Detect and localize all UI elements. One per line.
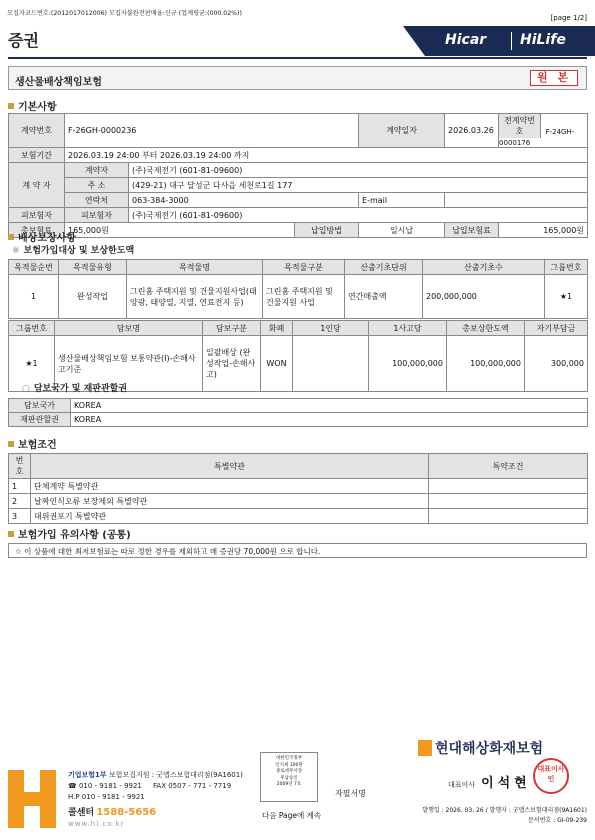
section-coverage: 배상보장사항	[8, 229, 76, 244]
target-category: 그린홈 주택지원 및 건물지원 사업	[263, 275, 345, 319]
signature-label: 자필서명	[335, 789, 366, 798]
agent-fax: FAX 0507 - 771 - 7719	[153, 782, 232, 790]
total-premium: 165,000원	[65, 223, 295, 238]
company-name: 현대해상화재보험	[435, 741, 544, 757]
address-label: 주 소	[65, 178, 129, 193]
callcenter-number: 1588-5656	[96, 807, 157, 818]
contract-date: 2026.03.26	[445, 114, 499, 148]
coverage-header: 1인당	[293, 321, 369, 336]
section-notice: 보험가입 유의사항 (공통)	[8, 526, 131, 541]
coverage-header: 총보상한도액	[447, 321, 525, 336]
jurisdiction-table	[8, 398, 588, 427]
star-mark-icon: ※	[12, 246, 20, 256]
top-info-line: 모집자코드번호:(2012017012006) 모집자불완전판매율:신규 (업계평균:(000.02%))	[7, 10, 242, 17]
condition-terms	[429, 509, 588, 524]
target-group: ★1	[545, 275, 588, 319]
coverage-deductible: 300,000	[525, 336, 588, 392]
callcenter-label: 콜센터	[68, 808, 95, 818]
prev-contract-no: F-24GH-0000176	[499, 128, 575, 147]
coverage-header: 담보구분	[203, 321, 261, 336]
targets-header: 목적물순번	[9, 260, 59, 275]
targets-header: 목적물구분	[263, 260, 345, 275]
doc-number: 문서번호 : GI-09-239	[528, 817, 587, 824]
target-base-count: 200,000,000	[423, 275, 545, 319]
header-rule	[8, 57, 587, 59]
coverage-header: 담보명	[55, 321, 203, 336]
conditions-header: 번호	[9, 454, 31, 479]
targets-header: 목적물명	[127, 260, 263, 275]
coverage-currency: WON	[261, 336, 293, 392]
targets-table	[8, 259, 588, 319]
period-label: 보험기간	[9, 148, 65, 163]
total-premium-label: 총보험료	[9, 223, 65, 238]
page-number: [page 1/2]	[550, 14, 587, 22]
target-unit: 연간매출액	[345, 275, 423, 319]
coverage-name: 생산물배상책임보험 보통약관(Ⅰ)-손해사고기준	[55, 336, 203, 392]
conditions-header: 특약조건	[429, 454, 588, 479]
targets-header: 그룹번호	[545, 260, 588, 275]
condition-name: 단체계약 특별약관	[31, 479, 429, 494]
condition-no: 1	[9, 479, 31, 494]
coverage-total-limit: 100,000,000	[447, 336, 525, 392]
holder-name: (주)국제전기 (601-81-09600)	[129, 163, 588, 178]
agent-hp: H.P 010 - 9181 - 9921	[68, 793, 145, 801]
phone-label: 연락처	[65, 193, 129, 208]
issue-info	[422, 806, 587, 826]
condition-no: 2	[9, 494, 31, 509]
coverage-group: ★1	[9, 336, 55, 392]
country-label: 담보국가	[9, 399, 71, 413]
section-conditions: 보험조건	[8, 436, 57, 451]
paid-premium: 165,000원	[499, 223, 588, 238]
brand-hilife: HiLife	[520, 32, 566, 48]
policyholder-label: 계 약 자	[9, 163, 65, 208]
condition-terms	[429, 479, 588, 494]
subsection-jurisdiction: ○ 담보국가 및 재판관할권	[22, 384, 128, 394]
brand-banner	[425, 26, 595, 56]
brand-hicar: Hicar	[445, 32, 487, 48]
ring-mark-icon: ○	[22, 384, 30, 394]
conditions-header: 특별약관	[31, 454, 429, 479]
bullet-square-icon	[8, 234, 14, 240]
address: (429-21) 대구 달성군 다사읍 세천로1길 177	[129, 178, 588, 193]
hyundai-h-icon	[418, 740, 432, 756]
next-page-note: 다음 Page에 계속	[262, 811, 322, 820]
insured-sub-label: 피보험자	[65, 208, 129, 223]
holder-name-label: 계약자	[65, 163, 129, 178]
target-type: 완성작업	[59, 275, 127, 319]
payment-method: 일시납	[359, 223, 445, 238]
prev-contract-label: 전계약번호	[499, 114, 541, 138]
bullet-square-icon	[8, 103, 14, 109]
dept-name: 기업보험1부	[68, 771, 107, 779]
basic-info-table	[8, 113, 588, 238]
court-label: 재판관할권	[9, 413, 71, 427]
coverage-per-person	[293, 336, 369, 392]
ceo-label: 대표이사	[448, 781, 476, 789]
revenue-stamp-seal: 대한민국정부 인지세 100원 종로세무서장 후납승인 2009년 7호	[260, 752, 318, 802]
conditions-table	[8, 453, 588, 524]
bullet-square-icon	[8, 441, 14, 447]
court: KOREA	[71, 413, 588, 427]
ceo-line	[448, 772, 531, 791]
ceo-name: 이석현	[481, 776, 531, 791]
subsection-targets: ※ 보험가입대상 및 보상한도액	[12, 246, 135, 256]
condition-name: 대위권포기 특별약관	[31, 509, 429, 524]
condition-name: 날짜인식오류 보장제외 특별약관	[31, 494, 429, 509]
country: KOREA	[71, 399, 588, 413]
table-row	[9, 494, 588, 509]
original-badge: 원 본	[530, 70, 578, 86]
targets-header: 목적물유형	[59, 260, 127, 275]
prev-contract-cell	[499, 114, 588, 148]
bullet-square-icon	[8, 531, 14, 537]
table-row	[9, 509, 588, 524]
target-seq: 1	[9, 275, 59, 319]
coverage-header: 화폐	[261, 321, 293, 336]
email-label: E-mail	[359, 193, 445, 208]
target-name: 그린홈 주택지원 및 건물지원사업(태양광, 태양열, 지열, 연료전지 등)	[127, 275, 263, 319]
targets-header: 산출기초단위	[345, 260, 423, 275]
hyundai-h-logo	[8, 770, 58, 828]
contract-no-label: 계약번호	[9, 114, 65, 148]
coverage-per-accident: 100,000,000	[369, 336, 447, 392]
ceo-seal-stamp: 대표이사인	[533, 758, 569, 794]
brand-divider	[511, 32, 512, 50]
coverage-kind: 일괄배상 (완성작업-손해사고)	[203, 336, 261, 392]
website: www.hi.co.kr	[68, 820, 125, 828]
contract-no: F-26GH-0000236	[65, 114, 359, 148]
agent-name: 보험모집지원 : 굿맵스보험대리점(9A1601)	[108, 771, 243, 779]
notice-text: ☆ 이 상품에 대한 최저보험료는 따로 정한 경우를 제외하고 매 증권당 70,000원 으로 합니다.	[8, 543, 587, 558]
coverage-header: 그룹번호	[9, 321, 55, 336]
payment-method-label: 납입방법	[295, 223, 359, 238]
paid-premium-label: 납입보험료	[445, 223, 499, 238]
company-logo	[418, 738, 543, 758]
table-row	[9, 275, 588, 319]
agent-info	[68, 770, 243, 830]
section-basic: 기본사항	[8, 98, 57, 113]
insured-label: 피보험자	[9, 208, 65, 223]
condition-no: 3	[9, 509, 31, 524]
page-title: 증권	[8, 31, 39, 50]
table-row	[9, 479, 588, 494]
issue-line: 발행일 : 2026. 03. 26 / 발행자 : 굿맵스보험대리점(9A1601)	[422, 807, 587, 814]
email	[445, 193, 588, 208]
agent-tel: ☎ 010 - 9181 - 9921	[68, 782, 142, 790]
coverage-header: 자기부담금	[525, 321, 588, 336]
phone: 063-384-3000	[129, 193, 359, 208]
contract-date-label: 계약일자	[359, 114, 445, 148]
product-name: 생산물배상책임보험	[15, 77, 102, 88]
insurance-period: 2026.03.19 24:00 부터 2026.03.19 24:00 까지	[65, 148, 588, 163]
coverage-header: 1사고당	[369, 321, 447, 336]
condition-terms	[429, 494, 588, 509]
insured: (주)국제전기 (601-81-09600)	[129, 208, 588, 223]
targets-header: 산출기초수	[423, 260, 545, 275]
product-box	[8, 66, 587, 90]
